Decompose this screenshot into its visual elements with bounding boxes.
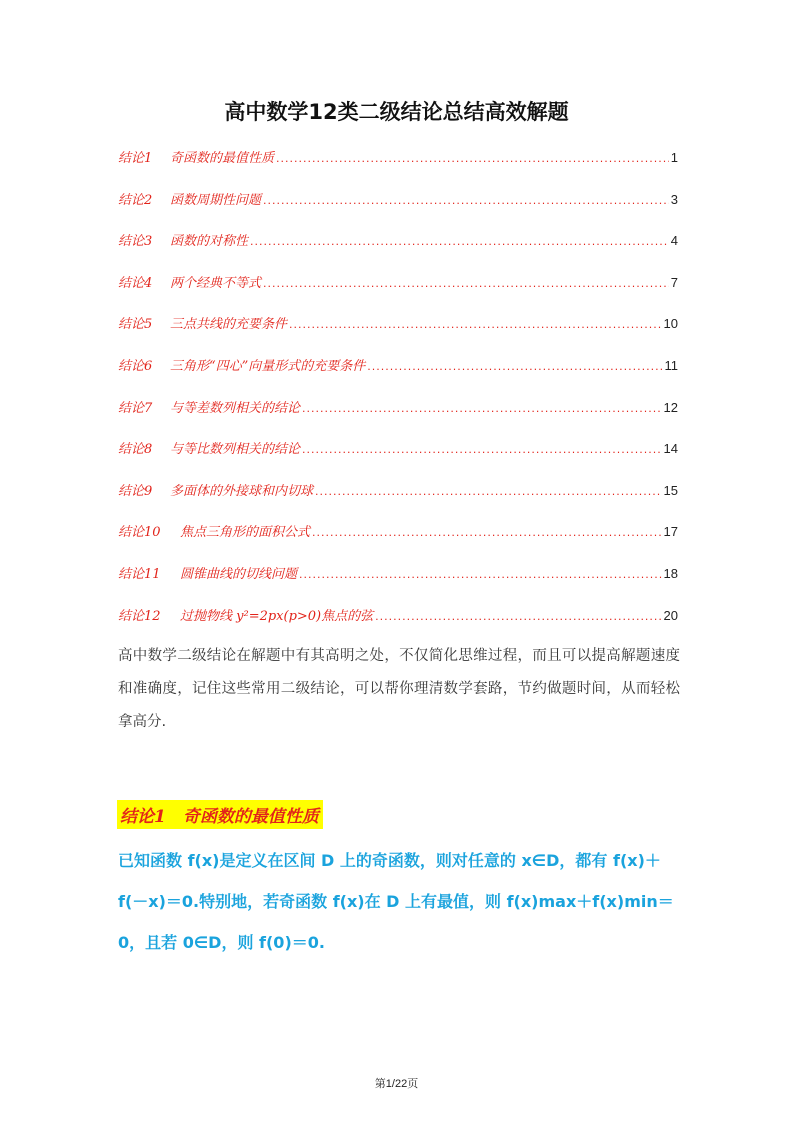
toc-entry-label: 结论5 (118, 317, 153, 333)
toc-entry-label: 结论11 (118, 566, 161, 582)
toc-leader-dots (315, 482, 662, 502)
toc-leader-dots (367, 357, 662, 377)
toc-entry-label: 结论2 (118, 192, 153, 208)
toc-entry-page: 12 (663, 399, 678, 415)
toc-entry-label: 结论3 (118, 234, 153, 250)
page-number: 第1/22页 (374, 1078, 419, 1090)
toc-entry-text: 与等比数列相关的结论 (170, 442, 301, 458)
toc-entry[interactable] (118, 564, 678, 606)
toc-entry-label: 结论10 (118, 525, 161, 541)
toc-entry-page: 17 (663, 524, 678, 540)
toc-entry[interactable] (118, 148, 678, 190)
toc-entry-text: 函数周期性问题 (170, 192, 262, 208)
toc-entry-page: 15 (663, 482, 678, 498)
toc-entry-text: 三点共线的充要条件 (170, 317, 288, 333)
toc-entry-label: 结论6 (118, 358, 153, 374)
toc-leader-dots (263, 191, 669, 211)
toc-entry-page: 11 (664, 357, 678, 373)
toc-leader-dots (250, 232, 669, 252)
section-body: 已知函数 f(x)是定义在区间 D 上的奇函数，则对任意的 x∈D，都有 f(x)＋f(－x)＝0.特别地，若奇函数 f(x)在 D 上有最值，则 f(x)max＋f(x)min＝0，且若 0∈D，则 f(0)＝0. (118, 851, 674, 952)
toc-entry[interactable] (118, 522, 678, 564)
toc-leader-dots (302, 440, 662, 460)
toc-entry[interactable] (118, 231, 678, 273)
toc-entry-label: 结论1 (118, 151, 153, 166)
toc-entry-page: 1 (670, 150, 678, 165)
toc-leader-dots (263, 274, 669, 294)
toc-entry-label: 结论8 (118, 442, 153, 458)
toc-leader-dots (375, 607, 661, 627)
toc-entry-text: 圆锥曲线的切线问题 (180, 566, 298, 582)
toc-entry[interactable] (118, 314, 678, 356)
toc-entry-label: 结论7 (118, 400, 153, 416)
toc-entry[interactable] (118, 190, 678, 232)
toc-leader-dots (299, 565, 662, 585)
toc-entry-text: 奇函数的最值性质 (170, 151, 275, 166)
toc-entry-text: 三角形“四心”向量形式的充要条件 (170, 358, 366, 374)
document-title: 高中数学12类二级结论总结高效解题 (224, 100, 569, 124)
toc-entry-page: 3 (670, 191, 678, 207)
toc-entry-page: 20 (663, 607, 678, 623)
toc-entry-text: 过抛物线 y²=2px(p>0)焦点的弦 (180, 608, 374, 624)
toc-entry[interactable] (118, 439, 678, 481)
toc-entry-text: 多面体的外接球和内切球 (170, 483, 314, 499)
toc-leader-dots (312, 523, 662, 543)
toc-entry[interactable] (118, 481, 678, 523)
toc-entry-text: 与等差数列相关的结论 (170, 400, 301, 416)
toc-entry-page: 4 (670, 233, 678, 249)
table-of-contents (118, 148, 678, 647)
toc-entry-page: 10 (663, 316, 678, 332)
toc-entry-page: 18 (663, 565, 678, 581)
toc-entry-label: 结论9 (118, 483, 153, 499)
toc-entry-text: 焦点三角形的面积公式 (180, 525, 311, 541)
toc-leader-dots (276, 149, 669, 169)
toc-entry-page: 14 (663, 441, 678, 457)
toc-leader-dots (302, 399, 662, 419)
toc-entry-text: 函数的对称性 (170, 234, 249, 250)
toc-entry-page: 7 (670, 274, 678, 290)
toc-entry-label: 结论12 (118, 608, 161, 624)
toc-entry[interactable] (118, 398, 678, 440)
toc-entry-label: 结论4 (118, 275, 153, 291)
toc-leader-dots (289, 315, 662, 335)
intro-paragraph: 高中数学二级结论在解题中有其高明之处，不仅简化思维过程，而且可以提高解题速度和准确度，记住这些常用二级结论，可以帮你理清数学套路，节约做题时间，从而轻松拿高分. (118, 648, 680, 730)
toc-entry[interactable] (118, 273, 678, 315)
toc-entry-text: 两个经典不等式 (170, 275, 262, 291)
toc-entry[interactable] (118, 356, 678, 398)
section-heading: 结论1 奇函数的最值性质 (117, 800, 323, 829)
